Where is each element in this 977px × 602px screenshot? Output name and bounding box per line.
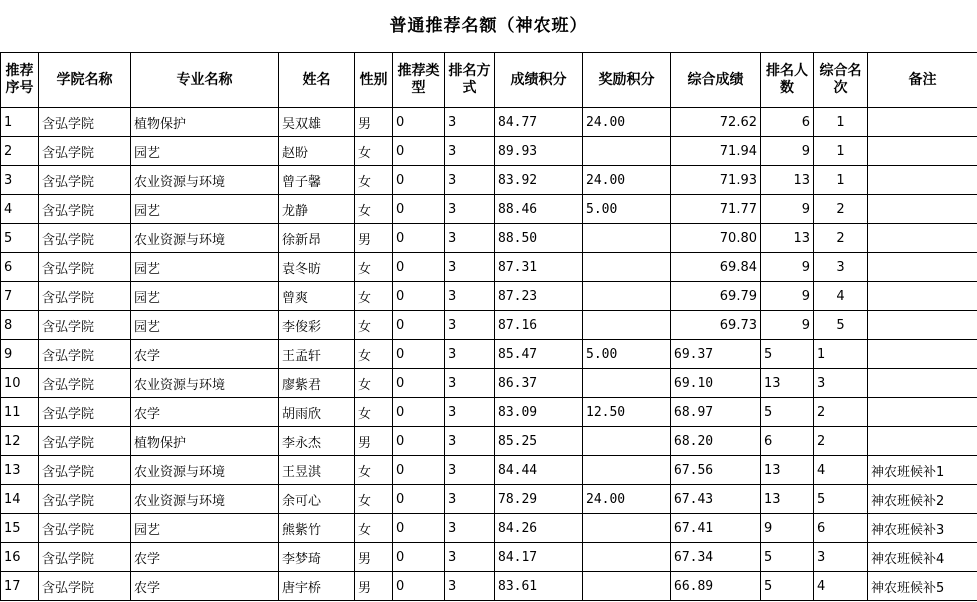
table-row [1,224,977,253]
cell-composite-rank: 5 [814,311,868,340]
cell-college: 含弘学院 [39,456,131,485]
cell-composite-rank: 2 [814,427,868,456]
cell-score-points: 87.16 [495,311,583,340]
cell-major: 园艺 [131,253,279,282]
cell-rec-type: 0 [393,427,445,456]
cell-composite-rank: 4 [814,572,868,601]
cell-college: 含弘学院 [39,253,131,282]
column-header-gender: 性别 [355,53,393,108]
column-header-rank-method: 排名方式 [445,53,495,108]
cell-score-points: 84.44 [495,456,583,485]
cell-major: 植物保护 [131,108,279,137]
cell-composite-rank: 6 [814,514,868,543]
cell-remarks [868,108,977,137]
cell-bonus-points [583,224,671,253]
cell-major: 农业资源与环境 [131,224,279,253]
column-header-composite-score: 综合成绩 [671,53,761,108]
cell-college: 含弘学院 [39,572,131,601]
cell-college: 含弘学院 [39,311,131,340]
cell-name: 龙静 [279,195,355,224]
cell-name: 唐宇桥 [279,572,355,601]
cell-rank-count: 13 [761,456,814,485]
cell-college: 含弘学院 [39,224,131,253]
cell-gender: 女 [355,485,393,514]
table-row [1,195,977,224]
cell-remarks [868,137,977,166]
cell-rec-no: 13 [1,456,39,485]
cell-remarks [868,311,977,340]
table-row [1,311,977,340]
cell-name: 曾爽 [279,282,355,311]
cell-rec-type: 0 [393,398,445,427]
cell-rec-type: 0 [393,340,445,369]
cell-gender: 女 [355,340,393,369]
cell-composite-score: 66.89 [671,572,761,601]
cell-rec-type: 0 [393,224,445,253]
cell-gender: 男 [355,224,393,253]
table-row [1,514,977,543]
cell-rank-method: 3 [445,427,495,456]
column-header-college: 学院名称 [39,53,131,108]
cell-remarks [868,166,977,195]
cell-remarks [868,340,977,369]
column-header-bonus-points: 奖励积分 [583,53,671,108]
cell-bonus-points [583,543,671,572]
cell-rec-type: 0 [393,282,445,311]
cell-score-points: 85.47 [495,340,583,369]
table-row [1,485,977,514]
cell-rec-type: 0 [393,253,445,282]
cell-major: 农学 [131,572,279,601]
cell-composite-score: 67.34 [671,543,761,572]
cell-composite-rank: 1 [814,108,868,137]
cell-bonus-points [583,369,671,398]
cell-rec-type: 0 [393,195,445,224]
cell-major: 农学 [131,340,279,369]
cell-major: 农学 [131,543,279,572]
cell-rec-type: 0 [393,137,445,166]
cell-composite-score: 69.73 [671,311,761,340]
cell-score-points: 84.77 [495,108,583,137]
cell-rec-type: 0 [393,108,445,137]
cell-rec-no: 4 [1,195,39,224]
cell-name: 李俊彩 [279,311,355,340]
cell-score-points: 85.25 [495,427,583,456]
cell-rank-method: 3 [445,108,495,137]
cell-name: 徐新昂 [279,224,355,253]
cell-rec-no: 1 [1,108,39,137]
cell-rank-count: 9 [761,311,814,340]
cell-rec-no: 12 [1,427,39,456]
cell-bonus-points: 24.00 [583,108,671,137]
cell-rank-count: 13 [761,166,814,195]
cell-composite-score: 68.97 [671,398,761,427]
cell-rec-type: 0 [393,485,445,514]
cell-name: 熊紫竹 [279,514,355,543]
cell-composite-score: 69.37 [671,340,761,369]
cell-rec-no: 10 [1,369,39,398]
cell-rec-type: 0 [393,311,445,340]
header-row [1,53,977,108]
cell-composite-score: 67.41 [671,514,761,543]
cell-composite-rank: 2 [814,224,868,253]
cell-remarks: 神农班候补2 [868,485,977,514]
cell-bonus-points: 5.00 [583,195,671,224]
cell-remarks [868,253,977,282]
cell-name: 廖紫君 [279,369,355,398]
cell-rank-method: 3 [445,253,495,282]
cell-rec-no: 14 [1,485,39,514]
cell-gender: 女 [355,311,393,340]
cell-composite-rank: 1 [814,137,868,166]
cell-remarks: 神农班候补4 [868,543,977,572]
cell-rank-count: 5 [761,543,814,572]
cell-major: 农业资源与环境 [131,166,279,195]
cell-name: 余可心 [279,485,355,514]
cell-name: 赵盼 [279,137,355,166]
cell-composite-score: 71.93 [671,166,761,195]
cell-composite-rank: 4 [814,282,868,311]
cell-score-points: 78.29 [495,485,583,514]
table-row [1,108,977,137]
table-row [1,282,977,311]
column-header-composite-rank: 综合名次 [814,53,868,108]
cell-major: 植物保护 [131,427,279,456]
cell-rank-count: 9 [761,195,814,224]
cell-college: 含弘学院 [39,398,131,427]
cell-gender: 女 [355,398,393,427]
column-header-rec-no: 推荐序号 [1,53,39,108]
cell-college: 含弘学院 [39,137,131,166]
cell-remarks [868,369,977,398]
table-row [1,456,977,485]
table-row [1,572,977,601]
cell-college: 含弘学院 [39,340,131,369]
recommendation-table [0,52,977,601]
column-header-major: 专业名称 [131,53,279,108]
table-row [1,543,977,572]
cell-remarks [868,282,977,311]
cell-rank-count: 13 [761,485,814,514]
cell-rank-method: 3 [445,543,495,572]
cell-name: 王昱淇 [279,456,355,485]
cell-college: 含弘学院 [39,514,131,543]
cell-rank-method: 3 [445,311,495,340]
cell-college: 含弘学院 [39,369,131,398]
cell-rec-no: 17 [1,572,39,601]
cell-remarks: 神农班候补3 [868,514,977,543]
cell-rank-method: 3 [445,485,495,514]
cell-name: 李永杰 [279,427,355,456]
cell-composite-score: 67.43 [671,485,761,514]
cell-composite-score: 69.84 [671,253,761,282]
cell-rec-type: 0 [393,543,445,572]
cell-score-points: 87.23 [495,282,583,311]
cell-rec-type: 0 [393,369,445,398]
cell-rank-method: 3 [445,166,495,195]
table-row [1,340,977,369]
cell-gender: 男 [355,427,393,456]
cell-gender: 女 [355,166,393,195]
cell-rec-no: 5 [1,224,39,253]
cell-rec-no: 15 [1,514,39,543]
cell-major: 农业资源与环境 [131,456,279,485]
cell-remarks [868,427,977,456]
cell-major: 园艺 [131,282,279,311]
cell-rec-no: 3 [1,166,39,195]
cell-rank-method: 3 [445,224,495,253]
cell-college: 含弘学院 [39,543,131,572]
cell-bonus-points [583,427,671,456]
cell-gender: 女 [355,514,393,543]
cell-rec-no: 9 [1,340,39,369]
cell-rank-count: 5 [761,340,814,369]
cell-bonus-points: 5.00 [583,340,671,369]
cell-name: 曾子馨 [279,166,355,195]
cell-major: 农业资源与环境 [131,369,279,398]
cell-rec-no: 16 [1,543,39,572]
cell-rank-method: 3 [445,137,495,166]
page-title: 普通推荐名额（神农班） [389,16,588,36]
cell-gender: 男 [355,572,393,601]
cell-rank-count: 5 [761,398,814,427]
cell-score-points: 83.09 [495,398,583,427]
cell-major: 农学 [131,398,279,427]
cell-rank-count: 9 [761,253,814,282]
cell-rank-count: 6 [761,108,814,137]
cell-composite-rank: 5 [814,485,868,514]
cell-bonus-points [583,137,671,166]
cell-score-points: 88.46 [495,195,583,224]
cell-gender: 男 [355,543,393,572]
cell-gender: 女 [355,195,393,224]
cell-remarks [868,398,977,427]
cell-rank-method: 3 [445,195,495,224]
cell-college: 含弘学院 [39,427,131,456]
cell-composite-rank: 3 [814,253,868,282]
cell-name: 胡雨欣 [279,398,355,427]
cell-rec-type: 0 [393,514,445,543]
cell-bonus-points: 24.00 [583,166,671,195]
cell-college: 含弘学院 [39,282,131,311]
cell-rank-method: 3 [445,398,495,427]
cell-bonus-points [583,514,671,543]
cell-college: 含弘学院 [39,195,131,224]
cell-name: 王孟轩 [279,340,355,369]
cell-name: 李梦琦 [279,543,355,572]
cell-rec-no: 2 [1,137,39,166]
cell-composite-score: 69.79 [671,282,761,311]
table-row [1,369,977,398]
table-row [1,427,977,456]
cell-rank-count: 9 [761,514,814,543]
cell-gender: 女 [355,253,393,282]
cell-major: 园艺 [131,137,279,166]
column-header-score-points: 成绩积分 [495,53,583,108]
cell-score-points: 83.61 [495,572,583,601]
column-header-rec-type: 推荐类型 [393,53,445,108]
table-row [1,253,977,282]
table-row [1,137,977,166]
cell-rank-method: 3 [445,572,495,601]
cell-remarks: 神农班候补1 [868,456,977,485]
cell-rank-method: 3 [445,340,495,369]
cell-composite-score: 72.62 [671,108,761,137]
cell-rank-count: 9 [761,282,814,311]
cell-composite-score: 70.80 [671,224,761,253]
cell-score-points: 89.93 [495,137,583,166]
cell-name: 袁冬昉 [279,253,355,282]
cell-rank-count: 13 [761,224,814,253]
cell-gender: 男 [355,108,393,137]
cell-rec-type: 0 [393,166,445,195]
cell-rec-no: 7 [1,282,39,311]
cell-composite-rank: 3 [814,369,868,398]
cell-college: 含弘学院 [39,108,131,137]
cell-rec-no: 6 [1,253,39,282]
cell-rec-type: 0 [393,456,445,485]
cell-major: 园艺 [131,311,279,340]
cell-composite-rank: 4 [814,456,868,485]
cell-college: 含弘学院 [39,485,131,514]
cell-composite-rank: 1 [814,340,868,369]
cell-rec-type: 0 [393,572,445,601]
cell-bonus-points: 24.00 [583,485,671,514]
cell-rec-no: 11 [1,398,39,427]
column-header-rank-count: 排名人数 [761,53,814,108]
cell-score-points: 84.26 [495,514,583,543]
cell-bonus-points [583,456,671,485]
cell-composite-rank: 2 [814,398,868,427]
cell-gender: 女 [355,369,393,398]
cell-score-points: 86.37 [495,369,583,398]
cell-gender: 女 [355,456,393,485]
cell-rank-count: 9 [761,137,814,166]
table-row [1,398,977,427]
cell-score-points: 84.17 [495,543,583,572]
cell-composite-score: 67.56 [671,456,761,485]
cell-score-points: 83.92 [495,166,583,195]
cell-composite-rank: 3 [814,543,868,572]
cell-score-points: 87.31 [495,253,583,282]
cell-score-points: 88.50 [495,224,583,253]
cell-rank-count: 6 [761,427,814,456]
cell-bonus-points [583,282,671,311]
column-header-remarks: 备注 [868,53,977,108]
cell-bonus-points [583,572,671,601]
cell-remarks [868,224,977,253]
column-header-name: 姓名 [279,53,355,108]
cell-composite-rank: 2 [814,195,868,224]
cell-major: 农业资源与环境 [131,485,279,514]
cell-remarks [868,195,977,224]
table-row [1,166,977,195]
cell-composite-score: 69.10 [671,369,761,398]
cell-bonus-points [583,253,671,282]
cell-composite-score: 71.77 [671,195,761,224]
cell-college: 含弘学院 [39,166,131,195]
cell-name: 吴双雄 [279,108,355,137]
cell-rank-method: 3 [445,282,495,311]
cell-bonus-points: 12.50 [583,398,671,427]
cell-rank-method: 3 [445,456,495,485]
cell-rank-count: 13 [761,369,814,398]
cell-bonus-points [583,311,671,340]
cell-composite-score: 71.94 [671,137,761,166]
cell-rank-count: 5 [761,572,814,601]
cell-composite-rank: 1 [814,166,868,195]
cell-rec-no: 8 [1,311,39,340]
cell-rank-method: 3 [445,514,495,543]
cell-major: 园艺 [131,514,279,543]
cell-composite-score: 68.20 [671,427,761,456]
cell-gender: 女 [355,137,393,166]
cell-remarks: 神农班候补5 [868,572,977,601]
cell-gender: 女 [355,282,393,311]
table-body [1,108,977,601]
cell-rank-method: 3 [445,369,495,398]
cell-major: 园艺 [131,195,279,224]
